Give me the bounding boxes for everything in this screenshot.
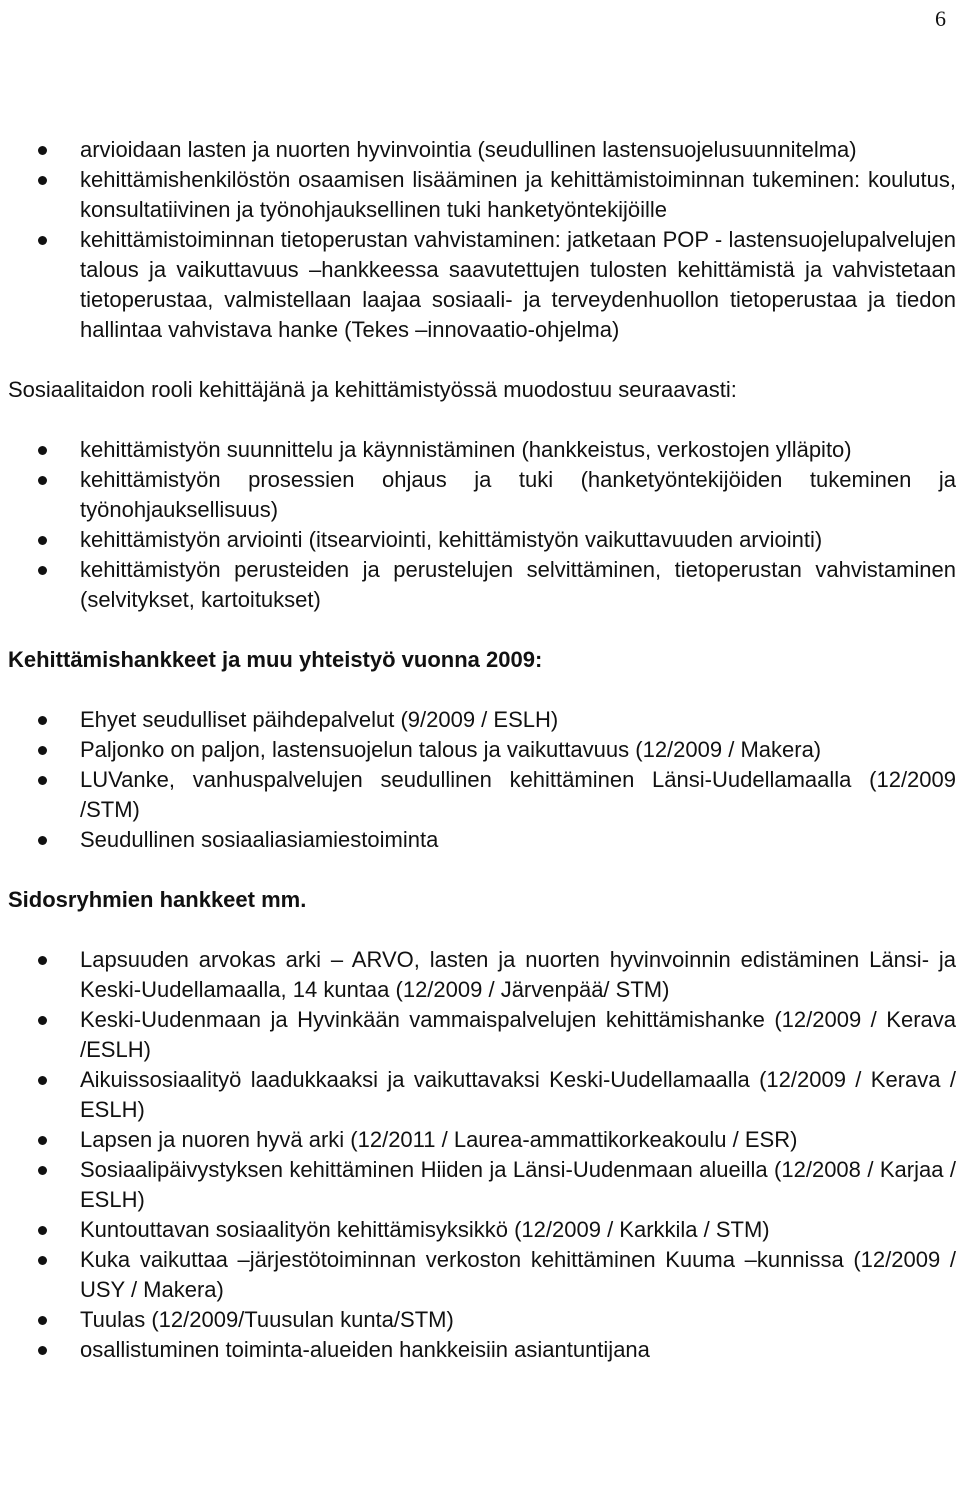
list-item-text: Tuulas (12/2009/Tuusulan kunta/STM) <box>80 1307 454 1332</box>
list-item <box>8 1155 956 1215</box>
list-item <box>8 765 956 825</box>
bullet-icon <box>38 1226 47 1235</box>
bullet-icon <box>38 1136 47 1145</box>
list-item <box>8 465 956 525</box>
list-item <box>8 945 956 1005</box>
bullet-icon <box>38 1316 47 1325</box>
bullet-icon <box>38 146 47 155</box>
bullet-icon <box>38 536 47 545</box>
list-item <box>8 1335 956 1365</box>
bullet-icon <box>38 1166 47 1175</box>
list-item <box>8 1065 956 1125</box>
list-item-text: LUVanke, vanhuspalvelujen seudullinen kehittäminen Länsi-Uudellamaalla (12/2009 /STM) <box>80 767 956 822</box>
bullet-icon <box>38 566 47 575</box>
bullet-list-stakeholder-projects <box>8 945 956 1365</box>
document-body <box>8 135 956 1365</box>
list-item-text: Sosiaalipäivystyksen kehittäminen Hiiden ja Länsi-Uudenmaan alueilla (12/2008 / Karjaa / ESLH) <box>80 1157 956 1212</box>
bullet-icon <box>38 446 47 455</box>
bullet-icon <box>38 776 47 785</box>
list-item <box>8 135 956 165</box>
list-item <box>8 1005 956 1065</box>
list-item <box>8 1245 956 1305</box>
bullet-icon <box>38 1256 47 1265</box>
section-heading-projects-2009: Kehittämishankkeet ja muu yhteistyö vuonna 2009: <box>8 647 543 672</box>
bullet-icon <box>38 1016 47 1025</box>
list-item-text: kehittämistyön perusteiden ja perustelujen selvittäminen, tietoperustan vahvistaminen (selvitykset, kartoitukset) <box>80 557 956 612</box>
list-item-text: osallistuminen toiminta-alueiden hankkeisiin asiantuntijana <box>80 1337 650 1362</box>
list-item-text: Seudullinen sosiaaliasiamiestoiminta <box>80 827 439 852</box>
list-item-text: Paljonko on paljon, lastensuojelun talous ja vaikuttavuus (12/2009 / Makera) <box>80 737 822 762</box>
list-item <box>8 1125 956 1155</box>
list-item-text: Aikuissosiaalityö laadukkaaksi ja vaikuttavaksi Keski-Uudellamaalla (12/2009 / Kerava / ESLH) <box>80 1067 956 1122</box>
list-item-text: Ehyet seudulliset päihdepalvelut (9/2009 / ESLH) <box>80 707 559 732</box>
list-item <box>8 705 956 735</box>
bullet-icon <box>38 956 47 965</box>
bullet-icon <box>38 716 47 725</box>
list-item-text: Lapsuuden arvokas arki – ARVO, lasten ja nuorten hyvinvoinnin edistäminen Länsi- ja Keski-Uudellamaalla, 14 kuntaa (12/2009 / Järvenpää/ STM) <box>80 947 956 1002</box>
list-item-text: Kuka vaikuttaa –järjestötoiminnan verkoston kehittäminen Kuuma –kunnissa (12/2009 / USY / Makera) <box>80 1247 956 1302</box>
list-item <box>8 1215 956 1245</box>
bullet-icon <box>38 176 47 185</box>
list-item-text: kehittämistoiminnan tietoperustan vahvistaminen: jatketaan POP - lastensuojelupalvelujen talous ja vaikuttavuus –hankkeessa saavutettujen tulosten kehittämistä ja vahvistetaan tietoperustaa, valmistellaan laajaa sosiaali- ja terveydenhuollon tietoperustaa ja tiedon hallintaa vahvistava hanke (Tekes –innovaatio-ohjelma) <box>80 227 956 342</box>
list-item-text: Keski-Uudenmaan ja Hyvinkään vammaispalvelujen kehittämishanke (12/2009 / Kerava /ESLH) <box>80 1007 956 1062</box>
list-item <box>8 435 956 465</box>
bullet-icon <box>38 1076 47 1085</box>
list-item <box>8 735 956 765</box>
list-item-text: Kuntouttavan sosiaalityön kehittämisyksikkö (12/2009 / Karkkila / STM) <box>80 1217 770 1242</box>
list-item-text: kehittämistyön arviointi (itsearviointi, kehittämistyön vaikuttavuuden arviointi) <box>80 527 823 552</box>
bullet-list-goals <box>8 135 956 345</box>
list-item-text: arvioidaan lasten ja nuorten hyvinvointia (seudullinen lastensuojelusuunnitelma) <box>80 137 857 162</box>
list-item <box>8 825 956 855</box>
bullet-icon <box>38 746 47 755</box>
list-item <box>8 1305 956 1335</box>
bullet-icon <box>38 236 47 245</box>
bullet-icon <box>38 1346 47 1355</box>
page-number: 6 <box>935 6 946 31</box>
bullet-list-roles <box>8 435 956 615</box>
list-item <box>8 555 956 615</box>
bullet-list-projects-2009 <box>8 705 956 855</box>
bullet-icon <box>38 836 47 845</box>
list-item-text: kehittämistyön prosessien ohjaus ja tuki (hanketyöntekijöiden tukeminen ja työnohjauksellisuus) <box>80 467 956 522</box>
list-item <box>8 165 956 225</box>
section-heading-stakeholder-projects: Sidosryhmien hankkeet mm. <box>8 887 307 912</box>
list-item <box>8 225 956 345</box>
list-item <box>8 525 956 555</box>
list-item-text: Lapsen ja nuoren hyvä arki (12/2011 / Laurea-ammattikorkeakoulu / ESR) <box>80 1127 798 1152</box>
bullet-icon <box>38 476 47 485</box>
list-item-text: kehittämishenkilöstön osaamisen lisääminen ja kehittämistoiminnan tukeminen: koulutus, konsultatiivinen ja työnohjauksellinen tuki hanketyöntekijöille <box>80 167 956 222</box>
intro-paragraph: Sosiaalitaidon rooli kehittäjänä ja kehittämistyössä muodostuu seuraavasti: <box>8 377 737 402</box>
list-item-text: kehittämistyön suunnittelu ja käynnistäminen (hankkeistus, verkostojen ylläpito) <box>80 437 852 462</box>
